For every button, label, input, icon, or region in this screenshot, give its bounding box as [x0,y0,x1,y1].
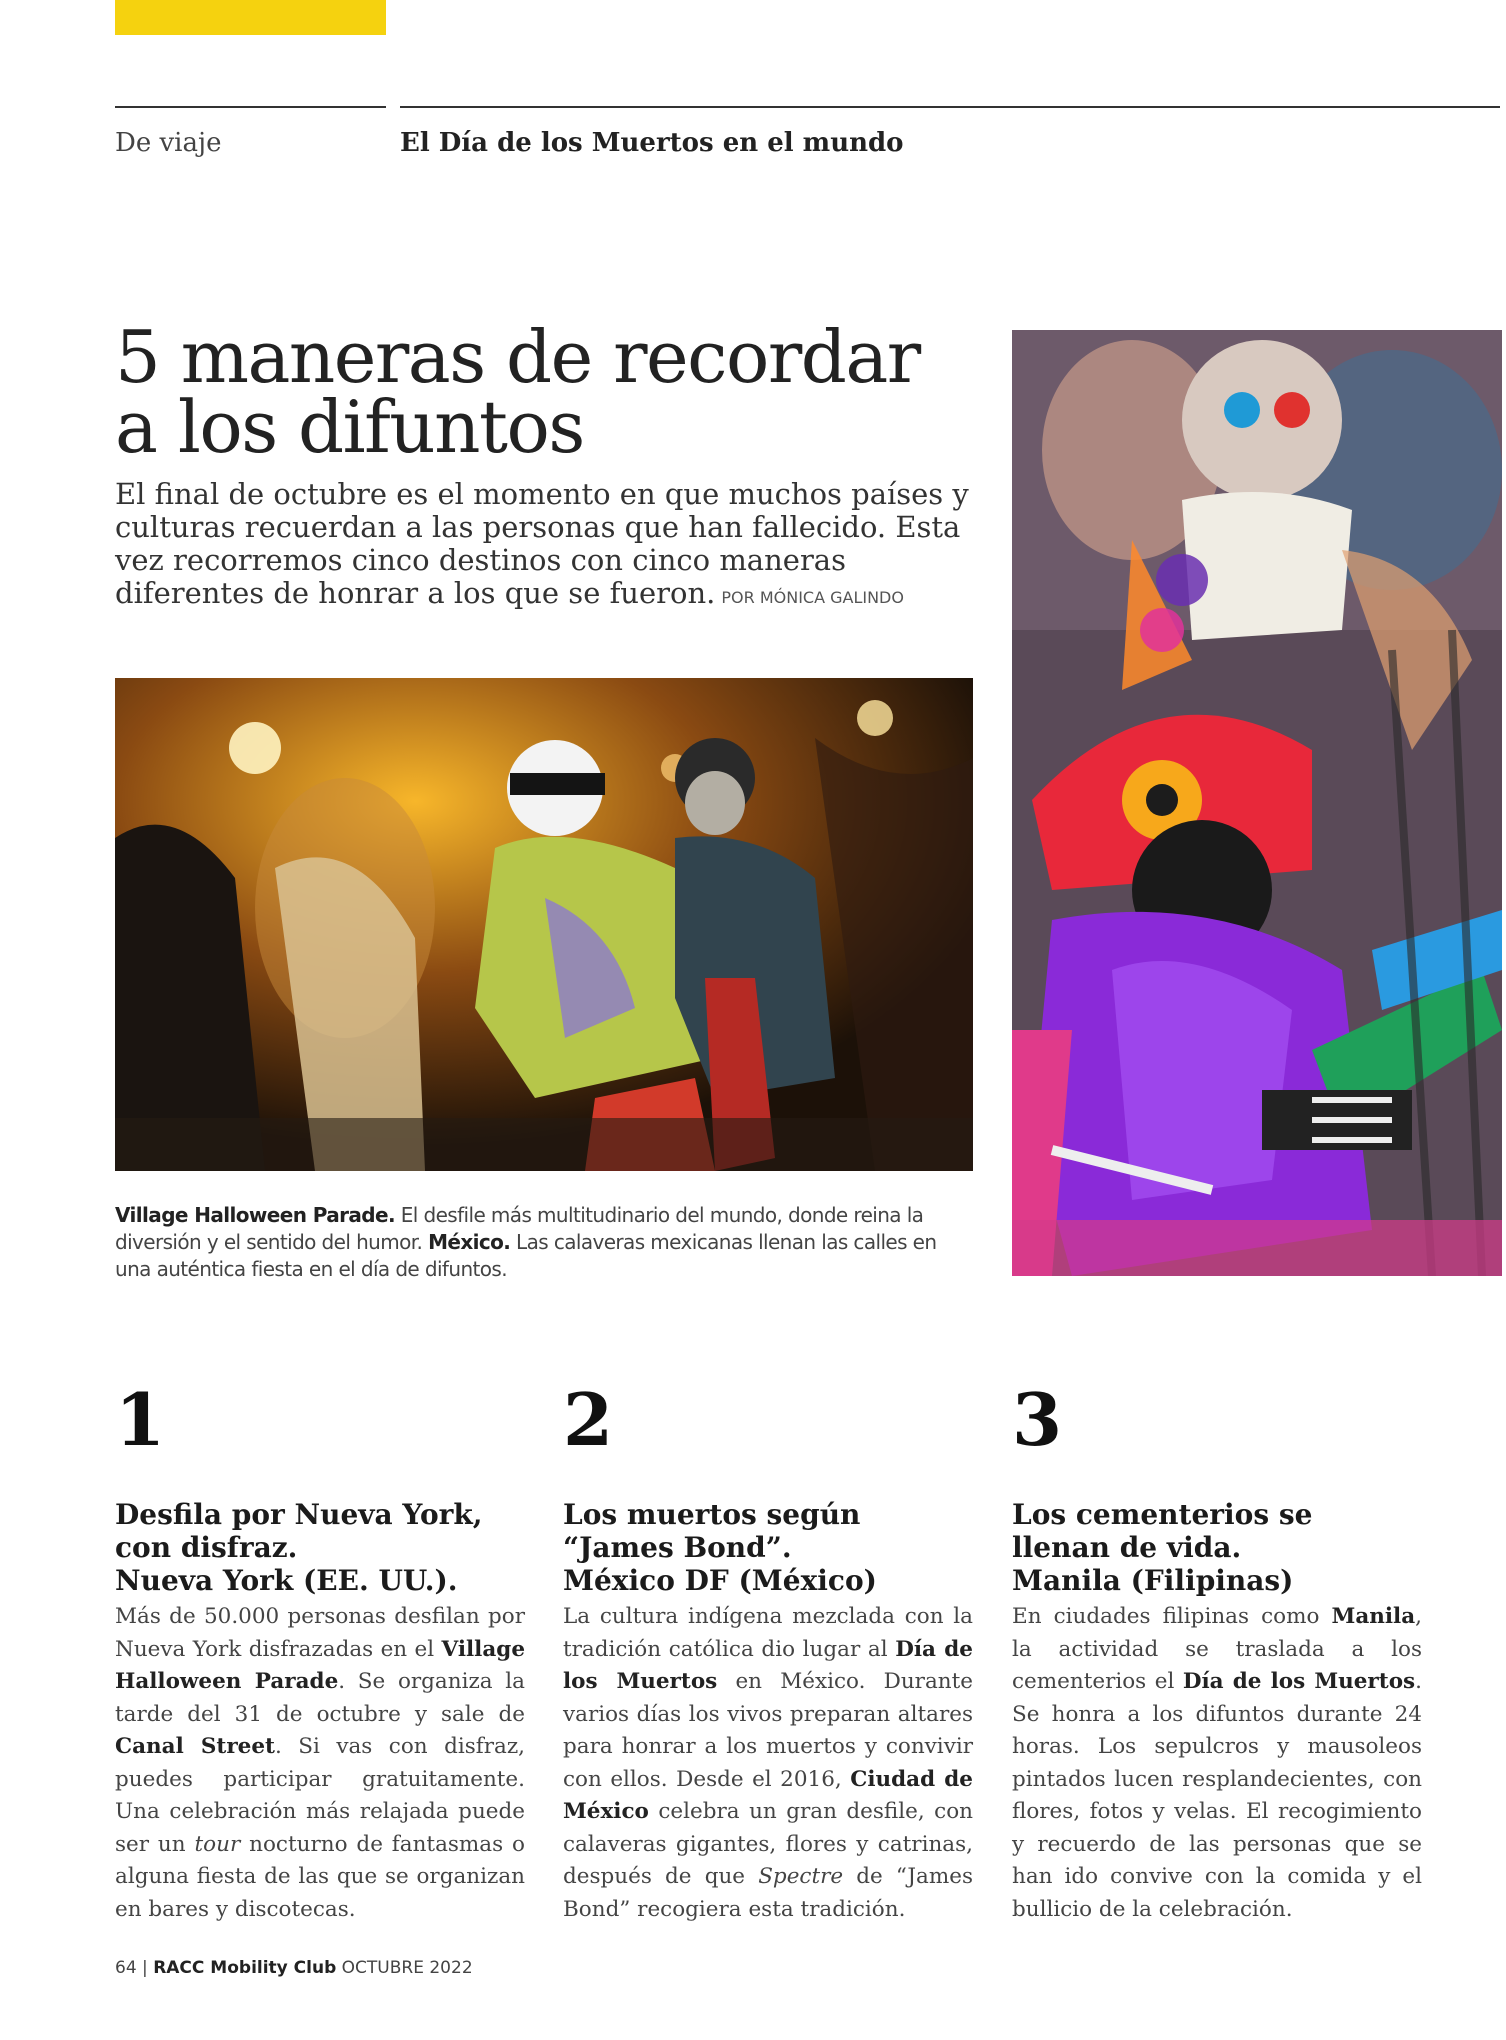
heading-location: Nueva York (EE. UU.). [115,1564,458,1597]
item-heading [563,1498,973,1597]
page-number: 64 [115,1958,137,1978]
item-3 [1012,1377,1422,1926]
item-2 [563,1377,973,1926]
magazine-brand: RACC Mobility Club [153,1958,337,1978]
item-heading [1012,1498,1422,1597]
title-line-1: 5 maneras de recordar [115,315,920,399]
caption-text-1: El desfile más multitudinario del mundo, donde reina la diversión y el sentido del humor. [115,1203,924,1254]
heading-line: Desfila por Nueva York, [115,1498,483,1531]
issue-date: OCTUBRE 2022 [341,1958,473,1978]
heading-line: Los muertos según [563,1498,861,1531]
title-line-2: a los difuntos [115,385,584,469]
heading-line: llenan de vida. [1012,1531,1242,1564]
photo-caption [115,1202,975,1283]
article-lead [115,478,975,614]
item-body: Más de 50.000 personas desfilan por Nueva York disfrazadas en el Village Halloween Parade. Se organiza la tarde del 31 de octubre y sale de Canal Street. Si vas con disfraz, puedes participar gratuitamente. Una celebración más relajada puede ser un tour nocturno de fantasmas o alguna fiesta de las que se organizan en bares y discotecas. [115,1604,525,1922]
header-rule-right [400,106,1500,108]
item-heading [115,1498,525,1597]
section-label: De viaje [115,128,222,158]
caption-bold-2: México. [428,1230,511,1254]
header-rule-left [115,106,386,108]
heading-line: con disfraz. [115,1531,298,1564]
heading-location: México DF (México) [563,1564,877,1597]
heading-location: Manila (Filipinas) [1012,1564,1294,1597]
item-body: En ciudades filipinas como Manila, la actividad se traslada a los cementerios el Día de los Muertos. Se honra a los difuntos durante 24 horas. Los sepulcros y mausoleos pintados lucen resplandecientes, con flores, fotos y velas. El recogimiento y recuerdo de las personas que se han ido convive con la comida y el bullicio de la celebración. [1012,1604,1422,1922]
item-number: 3 [1012,1377,1063,1462]
item-number: 1 [115,1377,166,1462]
footer-separator: | [142,1958,148,1978]
section-subject: El Día de los Muertos en el mundo [400,128,904,158]
page-footer [115,1958,473,1978]
catrina-photo [1012,330,1502,1276]
parade-photo [115,678,973,1171]
item-number: 2 [563,1377,614,1462]
heading-line: “James Bond”. [563,1531,792,1564]
lead-text: El final de octubre es el momento en que muchos países y culturas recuerdan a las personas que han fallecido. Esta vez recorremos cinco destinos con cinco maneras diferentes de honrar a los que se fueron. [115,477,969,610]
article-title [115,315,995,469]
item-body: La cultura indígena mezclada con la tradición católica dio lugar al Día de los Muertos en México. Durante varios días los vivos preparan altares para honrar a los muertos y convivir con ellos. Desde el 2016, Ciudad de México celebra un gran desfile, con calaveras gigantes, flores y catrinas, después de que Spectre de “James Bond” recogiera esta tradición. [563,1604,973,1922]
item-1 [115,1377,525,1926]
caption-text-2: Las calaveras mexicanas llenan las calles en una auténtica fiesta en el día de difuntos. [115,1230,937,1281]
yellow-accent-bar [115,0,386,35]
heading-line: Los cementerios se [1012,1498,1313,1531]
byline: POR MÓNICA GALINDO [721,588,904,607]
caption-bold-1: Village Halloween Parade. [115,1203,395,1227]
